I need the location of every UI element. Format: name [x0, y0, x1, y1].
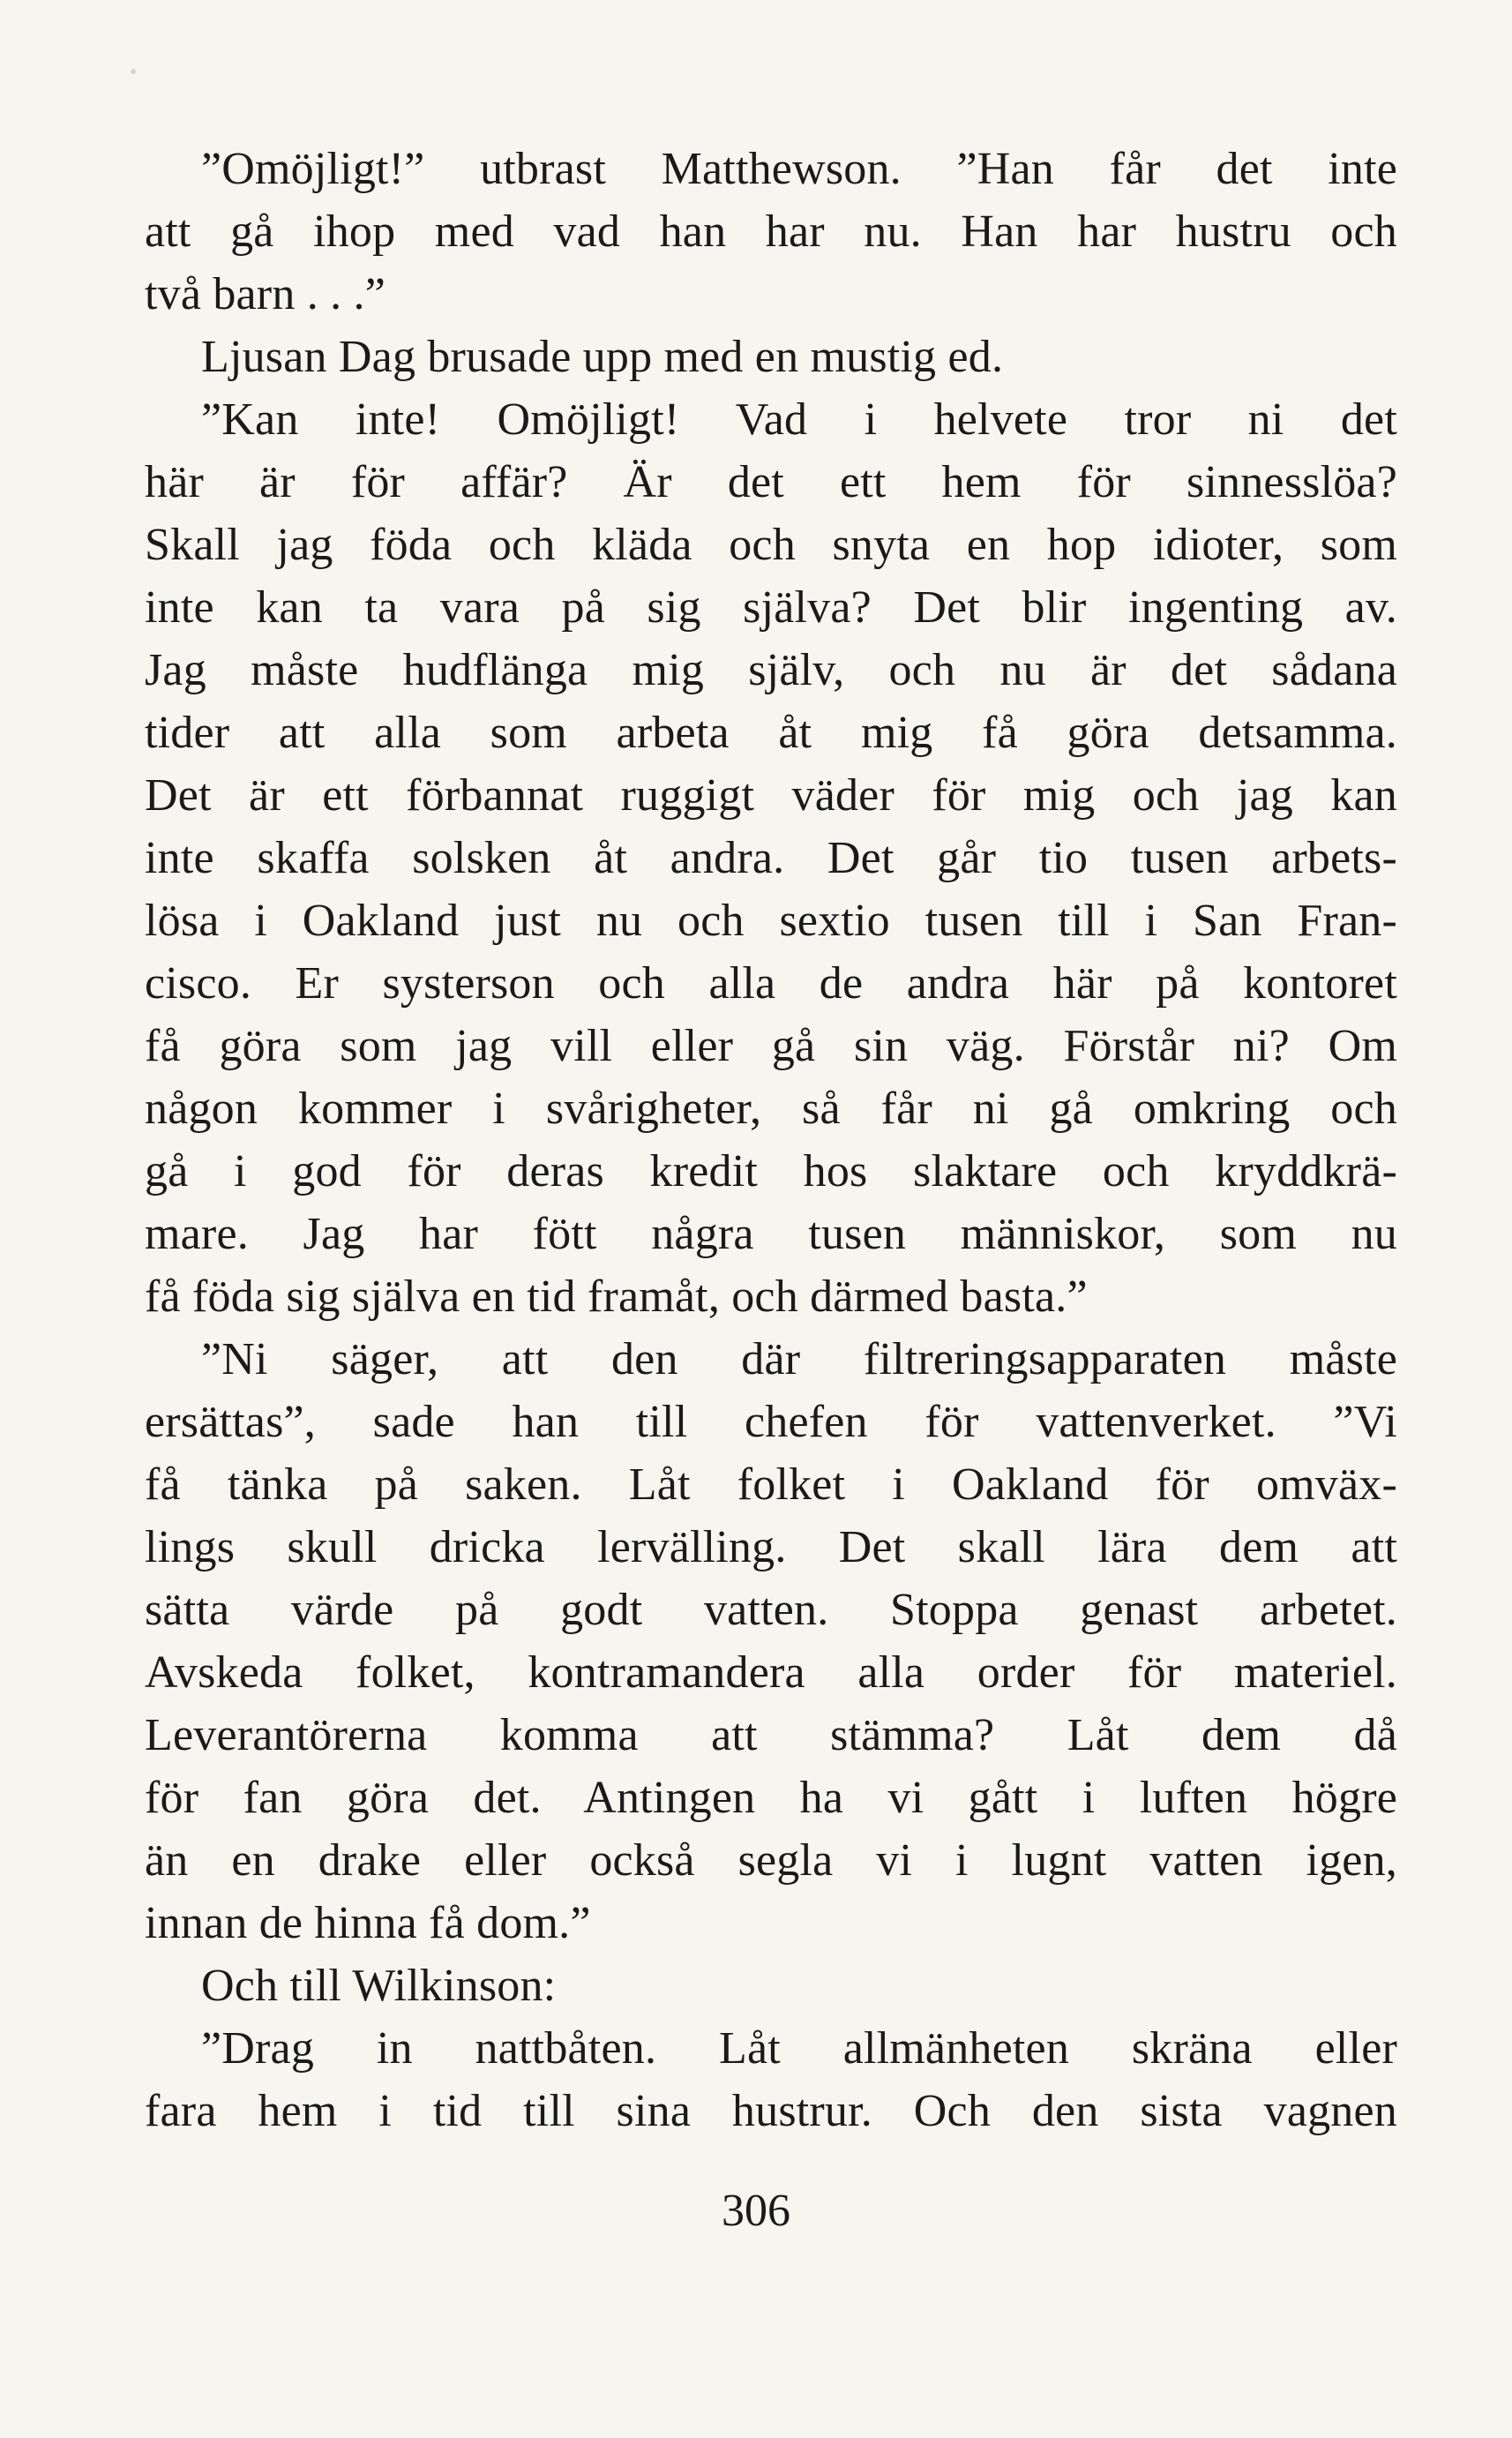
text-line: lösa i Oakland just nu och sextio tusen till i San Fran-: [145, 896, 1397, 946]
text-line: Det är ett förbannat ruggigt väder för mig och jag kan: [145, 770, 1397, 821]
text-line: få tänka på saken. Låt folket i Oakland för omväx-: [145, 1459, 1397, 1510]
text-line: för fan göra det. Antingen ha vi gått i luften högre: [145, 1773, 1397, 1823]
paper-speck: [131, 69, 136, 74]
text-line: Avskeda folket, kontramandera alla order för materiel.: [145, 1647, 1397, 1698]
text-line: mare. Jag har fött några tusen människor, som nu: [145, 1209, 1397, 1259]
body-text: [145, 138, 1397, 2142]
text-line: fara hem i tid till sina hustrur. Och den sista vagnen: [145, 2086, 1397, 2136]
text-line: inte kan ta vara på sig själva? Det blir ingenting av.: [145, 582, 1397, 633]
text-line: Leverantörerna komma att stämma? Låt dem då: [145, 1710, 1397, 1760]
text-line: två barn . . .”: [145, 269, 386, 319]
text-line: ”Kan inte! Omöjligt! Vad i helvete tror ni det: [201, 394, 1397, 445]
text-line: ”Ni säger, att den där filtreringsapparaten måste: [201, 1334, 1397, 1384]
page-number: 306: [722, 2186, 790, 2236]
text-line: cisco. Er systerson och alla de andra här på kontoret: [145, 958, 1397, 1009]
text-line: få föda sig själva en tid framåt, och därmed basta.”: [145, 1272, 1088, 1322]
text-line: Skall jag föda och kläda och snyta en hop idioter, som: [145, 520, 1397, 570]
text-line: här är för affär? Är det ett hem för sinnesslöa?: [145, 457, 1397, 507]
text-line: Jag måste hudflänga mig själv, och nu är det sådana: [145, 645, 1397, 695]
text-line: innan de hinna få dom.”: [145, 1898, 591, 1948]
text-line: än en drake eller också segla vi i lugnt vatten igen,: [145, 1835, 1397, 1886]
text-line: någon kommer i svårigheter, så får ni gå omkring och: [145, 1084, 1397, 1134]
text-line: inte skaffa solsken åt andra. Det går tio tusen arbets-: [145, 833, 1397, 883]
text-line: gå i god för deras kredit hos slaktare och kryddkrä-: [145, 1146, 1397, 1196]
text-line: ”Drag in nattbåten. Låt allmänheten skräna eller: [201, 2023, 1397, 2074]
text-line: ”Omöjligt!” utbrast Matthewson. ”Han får det inte: [201, 144, 1397, 194]
text-line: få göra som jag vill eller gå sin väg. Förstår ni? Om: [145, 1021, 1397, 1071]
text-line: sätta värde på godt vatten. Stoppa genast arbetet.: [145, 1585, 1397, 1635]
text-line: tider att alla som arbeta åt mig få göra detsamma.: [145, 708, 1397, 758]
text-line: att gå ihop med vad han har nu. Han har hustru och: [145, 206, 1397, 257]
text-line: Ljusan Dag brusade upp med en mustig ed.: [201, 332, 1004, 382]
text-line: ersättas”, sade han till chefen för vattenverket. ”Vi: [145, 1397, 1397, 1447]
text-line: lings skull dricka lervälling. Det skall lära dem att: [145, 1522, 1397, 1572]
text-line: Och till Wilkinson:: [201, 1961, 557, 2011]
